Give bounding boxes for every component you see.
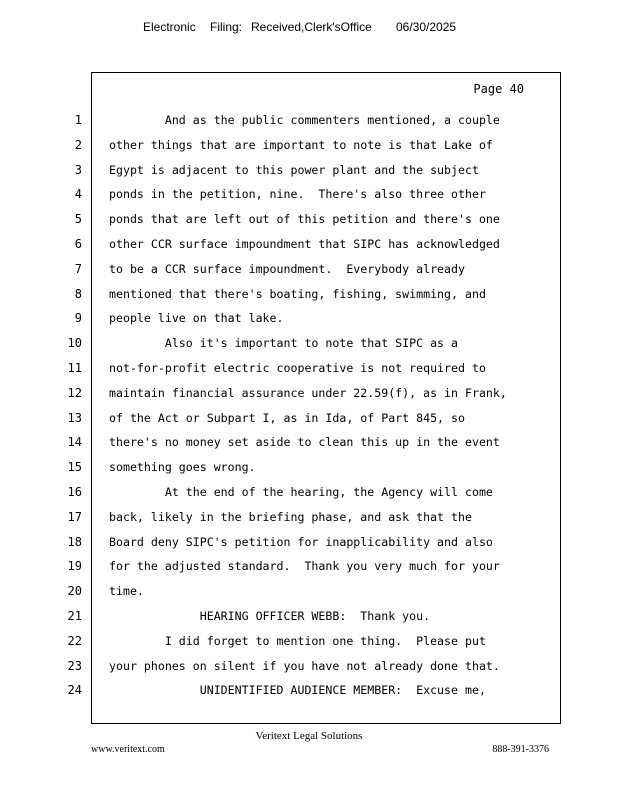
line-number: 13 — [67, 410, 82, 425]
line-number: 1 — [74, 113, 82, 127]
line-number: 12 — [67, 385, 82, 400]
transcript-line: of the Act or Subpart I, as in Ida, of Part 845, so — [109, 410, 465, 425]
transcript-line: not-for-profit electric cooperative is not required to — [109, 361, 486, 375]
line-number: 22 — [67, 633, 82, 648]
line-number: 3 — [74, 162, 82, 177]
page-number: Page 40 — [473, 82, 524, 96]
transcript-line: back, likely in the briefing phase, and ask that the — [109, 509, 472, 524]
transcript-line: something goes wrong. — [109, 460, 256, 475]
transcript-line: I did forget to mention one thing. Please put — [109, 633, 486, 648]
line-number: 17 — [67, 509, 82, 524]
transcript-line: mentioned that there's boating, fishing, swimming, and — [109, 286, 486, 301]
footer-company: Veritext Legal Solutions — [255, 730, 363, 742]
transcript-line: Egypt is adjacent to this power plant and the subject — [109, 162, 479, 177]
line-number: 19 — [67, 559, 82, 574]
line-number: 15 — [67, 460, 82, 475]
header-received: Received,Clerk'sOffice — [251, 20, 372, 34]
line-number: 16 — [67, 485, 82, 499]
header-electronic: Electronic — [143, 20, 196, 34]
header-filing: Filing: — [210, 20, 243, 34]
line-number: 7 — [74, 261, 82, 276]
line-number: 11 — [67, 361, 82, 375]
filing-header — [0, 20, 618, 38]
footer-website: www.veritext.com — [91, 744, 165, 755]
transcript-line: your phones on silent if you have not already done that. — [109, 658, 500, 673]
transcript-line: Board deny SIPC's petition for inapplicability and also — [109, 534, 493, 549]
transcript-line: UNIDENTIFIED AUDIENCE MEMBER: Excuse me, — [109, 683, 486, 698]
line-number: 20 — [67, 584, 82, 599]
line-number: 21 — [67, 609, 82, 623]
line-number: 6 — [74, 237, 82, 251]
transcript-line: HEARING OFFICER WEBB: Thank you. — [109, 609, 431, 623]
line-number: 5 — [74, 212, 82, 227]
transcript-line: At the end of the hearing, the Agency will come — [109, 485, 493, 499]
transcript-line: Also it's important to note that SIPC as a — [109, 336, 459, 351]
transcript-line: ponds that are left out of this petition and there's one — [109, 212, 500, 227]
transcript-line: there's no money set aside to clean this up in the event — [109, 435, 500, 450]
line-number: 23 — [67, 658, 82, 673]
transcript-line: ponds in the petition, nine. There's also three other — [109, 187, 486, 202]
footer-phone: 888-391-3376 — [492, 744, 549, 755]
line-number: 14 — [67, 435, 82, 450]
transcript-line: people live on that lake. — [109, 311, 284, 326]
transcript-line: time. — [109, 584, 144, 599]
transcript-line: And as the public commenters mentioned, a couple — [109, 113, 500, 127]
transcript-line: other CCR surface impoundment that SIPC has acknowledged — [109, 237, 500, 251]
line-number: 18 — [67, 534, 82, 549]
line-number: 2 — [74, 137, 82, 152]
line-number: 10 — [67, 336, 82, 351]
line-number: 8 — [74, 286, 82, 301]
line-number: 9 — [74, 311, 82, 326]
header-date: 06/30/2025 — [396, 20, 457, 34]
line-number: 4 — [74, 187, 82, 202]
transcript-line: to be a CCR surface impoundment. Everybody already — [109, 261, 465, 276]
transcript-line: maintain financial assurance under 22.59(f), as in Frank, — [109, 385, 507, 400]
transcript-line: other things that are important to note is that Lake of — [109, 137, 493, 152]
line-number: 24 — [67, 683, 82, 698]
transcript-line: for the adjusted standard. Thank you very much for your — [109, 559, 500, 574]
